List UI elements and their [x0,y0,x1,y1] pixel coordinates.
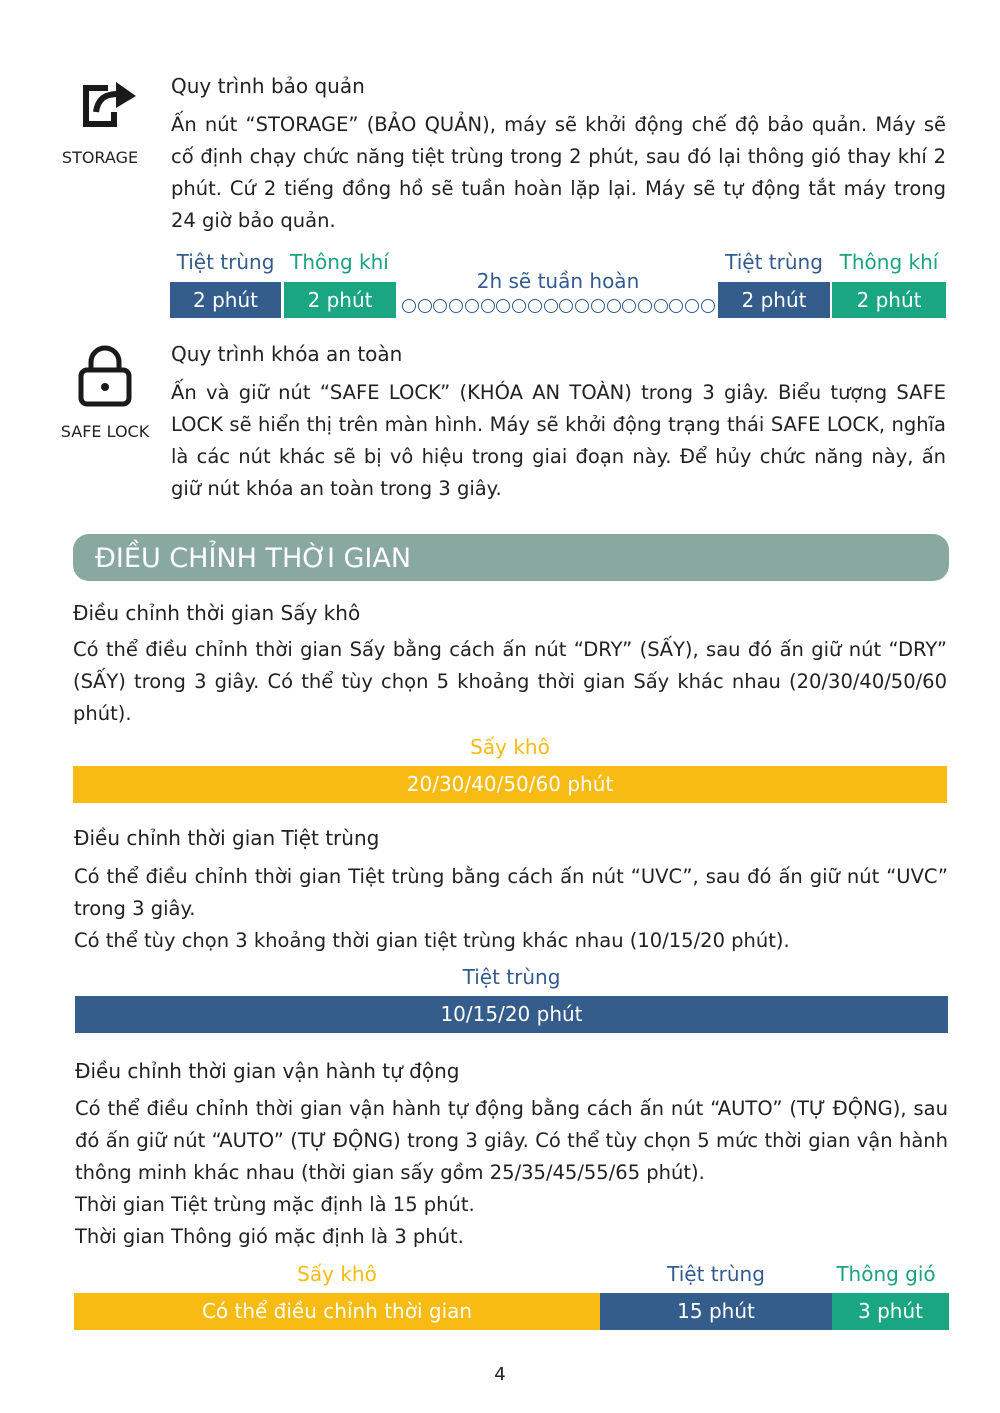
timeline-vent-bar-1: 2 phút [284,282,396,318]
storage-title: Quy trình bảo quản [171,74,365,98]
section-heading-time-adjust: ĐIỀU CHỈNH THỜI GIAN [73,534,949,581]
auto-dry-label: Sấy khô [297,1262,377,1286]
auto-dry-bar: Có thể điều chỉnh thời gian [74,1293,600,1330]
timeline-cycle-label: 2h sẽ tuần hoàn [476,269,640,293]
storage-icon-block [44,78,164,132]
storage-export-icon [80,78,140,132]
storage-icon-label: STORAGE [61,148,139,167]
uvc-body: Có thể điều chỉnh thời gian Tiệt trùng bằng cách ấn nút “UVC”, sau đó ấn giữ nút “UVC” trong 3 giây. Có thể tùy chọn 3 khoảng thời gian tiệt trùng khác nhau (10/15/20 phút). [74,865,948,952]
uvc-time-bar: 10/15/20 phút [75,996,948,1033]
dry-time-bar: 20/30/40/50/60 phút [73,766,947,803]
safe-lock-body: Ấn và giữ nút “SAFE LOCK” (KHÓA AN TOÀN) trong 3 giây. Biểu tượng SAFE LOCK sẽ hiển thị trên màn hình. Máy sẽ khởi động trạng thái SAFE LOCK, nghĩa là các nút khác sẽ bị vô hiệu trong giai đoạn này. Để hủy chức năng này, ấn giữ nút khóa an toàn trong 3 giây. [171,381,946,500]
dry-title: Điều chỉnh thời gian Sấy khô [73,601,361,625]
dry-body: Có thể điều chỉnh thời gian Sấy bằng cách ấn nút “DRY” (SẤY), sau đó ấn giữ nút “DRY” (SẤY) trong 3 giây. Có thể tùy chọn 5 khoảng thời gian Sấy khác nhau (20/30/40/50/60 phút). [73,638,947,725]
timeline-label-vent-1: Thông khí [290,250,389,274]
uvc-title: Điều chỉnh thời gian Tiệt trùng [74,826,380,850]
safe-lock-icon-label: SAFE LOCK [60,422,150,441]
storage-body: Ấn nút “STORAGE” (BẢO QUẢN), máy sẽ khởi động chế độ bảo quản. Máy sẽ cố định chạy chức năng tiệt trùng trong 2 phút, sau đó lại thông gió thay khí 2 phút. Cứ 2 tiếng đồng hồ sẽ tuần hoàn lặp lại. Máy sẽ tự động tắt máy trong 24 giờ bảo quản. [171,113,946,232]
dry-bar-label: Sấy khô [470,735,550,759]
timeline-uv-bar-1: 2 phút [170,282,281,318]
auto-vent-bar: 3 phút [832,1293,949,1330]
auto-vent-label: Thông gió [836,1262,936,1286]
safe-lock-icon-block [44,344,164,408]
uvc-bar-label: Tiệt trùng [462,965,561,989]
safe-lock-title: Quy trình khóa an toàn [171,342,403,366]
timeline-label-uv-2: Tiệt trùng [725,250,823,274]
auto-title: Điều chỉnh thời gian vận hành tự động [75,1059,460,1083]
page-number: 4 [494,1364,506,1385]
auto-body: Có thể điều chỉnh thời gian vận hành tự động bằng cách ấn nút “AUTO” (TỰ ĐỘNG), sau đó ấn giữ nút “AUTO” (TỰ ĐỘNG) trong 3 giây. Có thể tùy chọn 5 mức thời gian vận hành thông minh khác nhau (thời gian sấy gồm 25/35/45/55/65 phút). Thời gian Tiệt trùng mặc định là 15 phút. Thời gian Thông gió mặc định là 3 phút. [75,1097,948,1248]
timeline-label-uv-1: Tiệt trùng [176,250,275,274]
timeline-cycle-dots [402,297,715,315]
timeline-label-vent-2: Thông khí [839,250,939,274]
padlock-icon [77,344,133,408]
timeline-uv-bar-2: 2 phút [718,282,830,318]
auto-uv-label: Tiệt trùng [667,1262,765,1286]
timeline-vent-bar-2: 2 phút [832,282,946,318]
auto-uv-bar: 15 phút [600,1293,832,1330]
